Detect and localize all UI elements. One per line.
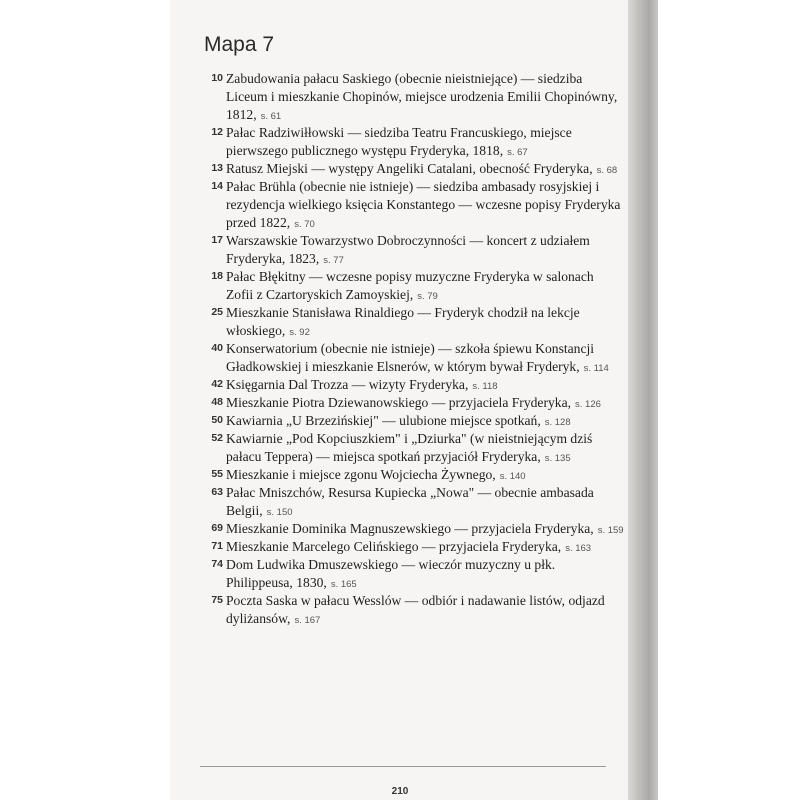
entry-number: 40 — [211, 342, 223, 354]
entry-number: 10 — [211, 72, 223, 84]
page-reference: s. 77 — [323, 255, 344, 266]
page-edge — [628, 0, 658, 800]
entry-text: Pałac Błękitny — wczesne popisy muzyczne Fryderyka w salonach Zofii z Czartoryskich Zamoyskiej, — [226, 269, 594, 302]
page-reference: s. 163 — [565, 543, 592, 554]
entry-text: Pałac Brühla (obecnie nie istnieje) — siedziba ambasady rosyjskiej i rezydencja wielkiego księcia Konstantego — wczesne popisy Fryderyka przed 1822, — [226, 179, 621, 230]
list-item — [204, 394, 624, 412]
entry-number: 14 — [211, 180, 223, 192]
page-reference: s. 92 — [289, 327, 310, 338]
entry-text: Kawiarnie „Pod Kopciuszkiem" i „Dziurka" (w nieistniejącym dziś pałacu Teppera) — miejsca spotkań przyjaciół Fryderyka, — [226, 431, 593, 464]
page-reference: s. 128 — [544, 417, 571, 428]
list-item — [204, 592, 624, 628]
entry-text: Mieszkanie Dominika Magnuszewskiego — przyjaciela Fryderyka, — [226, 521, 594, 536]
page-reference: s. 114 — [583, 363, 609, 374]
list-item — [204, 376, 624, 394]
entry-number: 71 — [211, 540, 223, 552]
list-item — [204, 412, 624, 430]
entry-number: 42 — [211, 378, 223, 390]
entry-number: 55 — [211, 468, 223, 480]
list-item — [204, 484, 624, 520]
entry-number: 63 — [211, 486, 223, 498]
page-reference: s. 126 — [575, 399, 601, 410]
page-reference: s. 140 — [499, 471, 526, 482]
list-item — [204, 340, 624, 376]
list-item — [204, 466, 624, 484]
entry-text: Księgarnia Dal Trozza — wizyty Fryderyka, — [226, 377, 469, 392]
page-reference: s. 61 — [260, 111, 282, 122]
entry-number: 50 — [211, 414, 223, 426]
entry-text: Pałac Radziwiłłowski — siedziba Teatru Francuskiego, miejsce pierwszego publicznego występu Fryderyka, 1818, — [226, 125, 572, 158]
list-item — [204, 124, 624, 160]
location-list — [204, 70, 624, 628]
entry-number: 52 — [211, 432, 223, 444]
list-item — [204, 178, 624, 232]
list-item — [204, 538, 624, 556]
list-item — [204, 430, 624, 466]
entry-number: 69 — [211, 522, 223, 534]
page-reference: s. 150 — [266, 507, 293, 518]
entry-number: 18 — [211, 270, 223, 282]
entry-text: Mieszkanie Stanisława Rinaldiego — Fryderyk chodził na lekcje włoskiego, — [226, 305, 580, 338]
page-number: 210 — [391, 786, 409, 797]
entry-text: Mieszkanie Piotra Dziewanowskiego — przyjaciela Fryderyka, — [226, 395, 572, 410]
list-item — [204, 304, 624, 340]
entry-text: Poczta Saska w pałacu Wesslów — odbiór i nadawanie listów, odjazd dyliżansów, — [226, 593, 605, 626]
list-item — [204, 70, 624, 124]
entry-text: Konserwatorium (obecnie nie istnieje) — szkoła śpiewu Konstancji Gładkowskiej i mieszkanie Elsnerów, w którym bywał Fryderyk, — [226, 341, 595, 374]
entry-text: Mieszkanie i miejsce zgonu Wojciecha Żywnego, — [226, 467, 496, 482]
list-item — [204, 268, 624, 304]
entry-number: 17 — [211, 234, 223, 246]
entry-number: 12 — [211, 126, 223, 138]
entry-number: 48 — [211, 396, 223, 408]
page-title: Mapa 7 — [204, 33, 275, 56]
list-item — [204, 160, 624, 178]
page-reference: s. 135 — [544, 453, 571, 464]
footer-rule — [200, 766, 606, 767]
page-reference: s. 159 — [597, 525, 624, 536]
entry-text: Warszawskie Towarzystwo Dobroczynności — koncert z udziałem Fryderyka, 1823, — [226, 233, 590, 266]
entry-text: Pałac Mniszchów, Resursa Kupiecka „Nowa" — obecnie ambasada Belgii, — [226, 485, 594, 518]
list-item — [204, 556, 624, 592]
list-item — [204, 520, 624, 538]
page-reference: s. 67 — [507, 147, 528, 158]
entry-number: 25 — [211, 306, 223, 318]
entry-number: 74 — [211, 558, 223, 570]
page-reference: s. 68 — [596, 165, 618, 176]
page-reference: s. 70 — [294, 219, 315, 230]
page-reference: s. 167 — [294, 615, 321, 626]
page-reference: s. 165 — [330, 579, 357, 590]
entry-number: 13 — [211, 162, 223, 174]
page-reference: s. 79 — [417, 291, 438, 302]
entry-text: Ratusz Miejski — występy Angeliki Catalani, obecność Fryderyka, — [226, 161, 593, 176]
list-item — [204, 232, 624, 268]
entry-text: Dom Ludwika Dmuszewskiego — wieczór muzyczny u płk. Philippeusa, 1830, — [226, 557, 556, 590]
entry-text: Zabudowania pałacu Saskiego (obecnie nieistniejące) — siedziba Liceum i mieszkanie Chopinów, miejsce urodzenia Emilii Chopinówny, 1812, — [226, 71, 618, 122]
entry-text: Kawiarnia „U Brzezińskiej" — ulubione miejsce spotkań, — [226, 413, 541, 428]
entry-text: Mieszkanie Marcelego Celińskiego — przyjaciela Fryderyka, — [226, 539, 562, 554]
page-reference: s. 118 — [472, 381, 498, 392]
entry-number: 75 — [211, 594, 223, 606]
